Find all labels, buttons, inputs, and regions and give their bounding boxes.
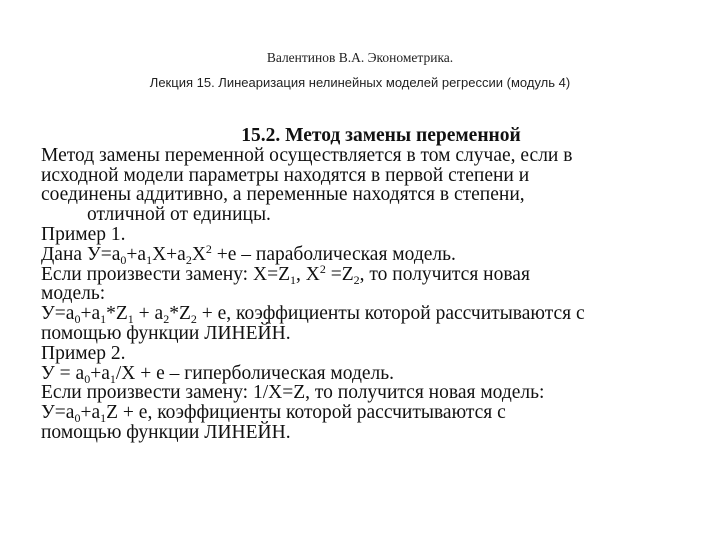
example-1-substitution: Если произвести замену: $X=Z_1$, $X^2 =Z_2$, то получится новая: [41, 261, 530, 287]
example-2-model: $У = a_0+a_1/X + e$ – гиперболическая модель.: [41, 362, 395, 386]
intro-line-3: соединены аддитивно, а переменные находятся в степени,: [41, 184, 525, 206]
header-lecture: Лекция 15. Линеаризация нелинейных моделей регрессии (модуль 4): [149, 75, 571, 90]
example-2-function: помощью функции ЛИНЕЙН.: [41, 421, 291, 443]
slide-content: [41, 126, 691, 443]
section-title: 15.2. Метод замены переменной: [241, 125, 521, 146]
intro-line-2: исходной модели параметры находятся в первой степени и: [41, 164, 530, 186]
example-2-substitution: Если произвести замену: 1/X=Z, то получится новая модель:: [41, 382, 545, 404]
example-1-function: помощью функции ЛИНЕЙН.: [41, 322, 291, 344]
example-1-given: Дана $У=a_0+a_1X+a_2X^2 +e$ – параболическая модель.: [41, 241, 456, 267]
header-author: Валентинов В.А. Эконометрика.: [266, 50, 454, 65]
example-1-heading: Пример 1.: [41, 223, 126, 245]
intro-line-4: отличной от единицы.: [87, 204, 271, 226]
example-2-new-model: $У=a_0+a_1Z + e$, коэффициенты которой рассчитываются с: [41, 402, 506, 426]
intro-line-1: Метод замены переменной осуществляется в том случае, если в: [41, 144, 573, 166]
example-2-heading: Пример 2.: [41, 342, 126, 364]
example-1-new-model: $У=a_0+a_1*Z_1 + a_2*Z_2 + e$, коэффициенты которой рассчитываются с: [41, 303, 585, 327]
example-1-substitution-cont: модель:: [41, 283, 106, 305]
